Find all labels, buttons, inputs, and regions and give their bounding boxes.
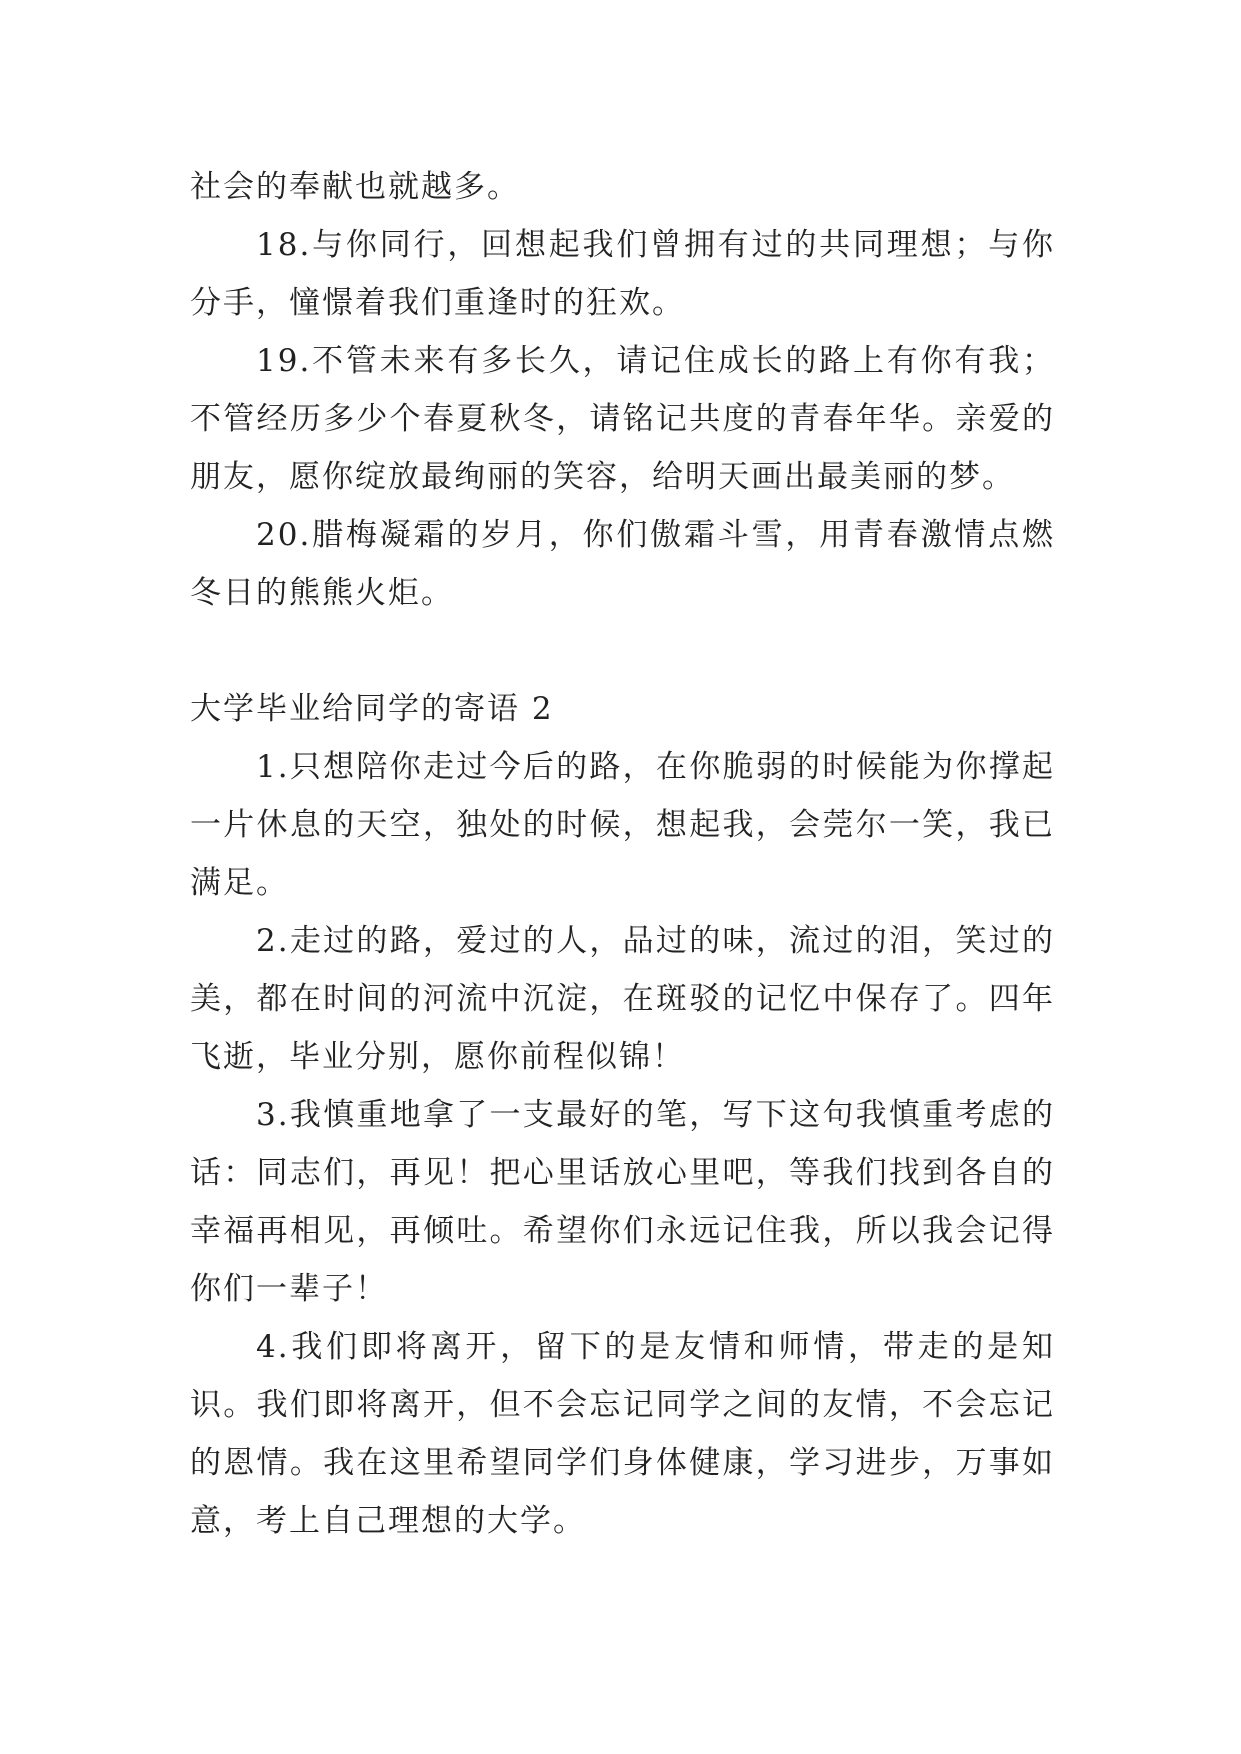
list-item <box>190 1318 1055 1550</box>
item-text: 不管未来有多长久，请记住成长的路上有你有我；不管经历多少个春夏秋冬，请铭记共度的青春年华。亲爱的朋友，愿你绽放最绚丽的笑容，给明天画出最美丽的梦。 <box>190 343 1055 495</box>
item-number: 3. <box>256 1097 290 1133</box>
list-item <box>190 506 1055 622</box>
list-item <box>190 738 1055 912</box>
continuation-paragraph: 社会的奉献也就越多。 <box>190 169 520 205</box>
item-text: 我们即将离开，留下的是友情和师情，带走的是知识。我们即将离开，但不会忘记同学之间的友情，不会忘记的恩情。我在这里希望同学们身体健康，学习进步，万事如意，考上自己理想的大学。 <box>190 1329 1055 1539</box>
list-item <box>190 1086 1055 1318</box>
item-number: 19. <box>256 343 312 379</box>
item-text: 我慎重地拿了一支最好的笔，写下这句我慎重考虑的话：同志们，再见！把心里话放心里吧，等我们找到各自的幸福再相见，再倾吐。希望你们永远记住我，所以我会记得你们一辈子！ <box>190 1097 1055 1307</box>
list-item <box>190 912 1055 1086</box>
section-spacer <box>190 622 1055 680</box>
item-text: 只想陪你走过今后的路，在你脆弱的时候能为你撑起一片休息的天空，独处的时候，想起我，会莞尔一笑，我已满足。 <box>190 749 1055 901</box>
item-number: 18. <box>256 227 312 263</box>
item-number: 20. <box>256 517 312 553</box>
item-number: 4. <box>256 1329 290 1365</box>
item-text: 走过的路，爱过的人，品过的味，流过的泪，笑过的美，都在时间的河流中沉淀，在斑驳的记忆中保存了。四年飞逝，毕业分别，愿你前程似锦！ <box>190 923 1055 1075</box>
item-number: 1. <box>256 749 290 785</box>
item-text: 与你同行，回想起我们曾拥有过的共同理想；与你分手，憧憬着我们重逢时的狂欢。 <box>190 227 1055 321</box>
list-item <box>190 332 1055 506</box>
document-body <box>190 158 1055 1550</box>
item-text: 腊梅凝霜的岁月，你们傲霜斗雪，用青春激情点燃冬日的熊熊火炬。 <box>190 517 1055 611</box>
item-number: 2. <box>256 923 290 959</box>
section-heading: 大学毕业给同学的寄语 2 <box>190 691 554 727</box>
list-item <box>190 216 1055 332</box>
